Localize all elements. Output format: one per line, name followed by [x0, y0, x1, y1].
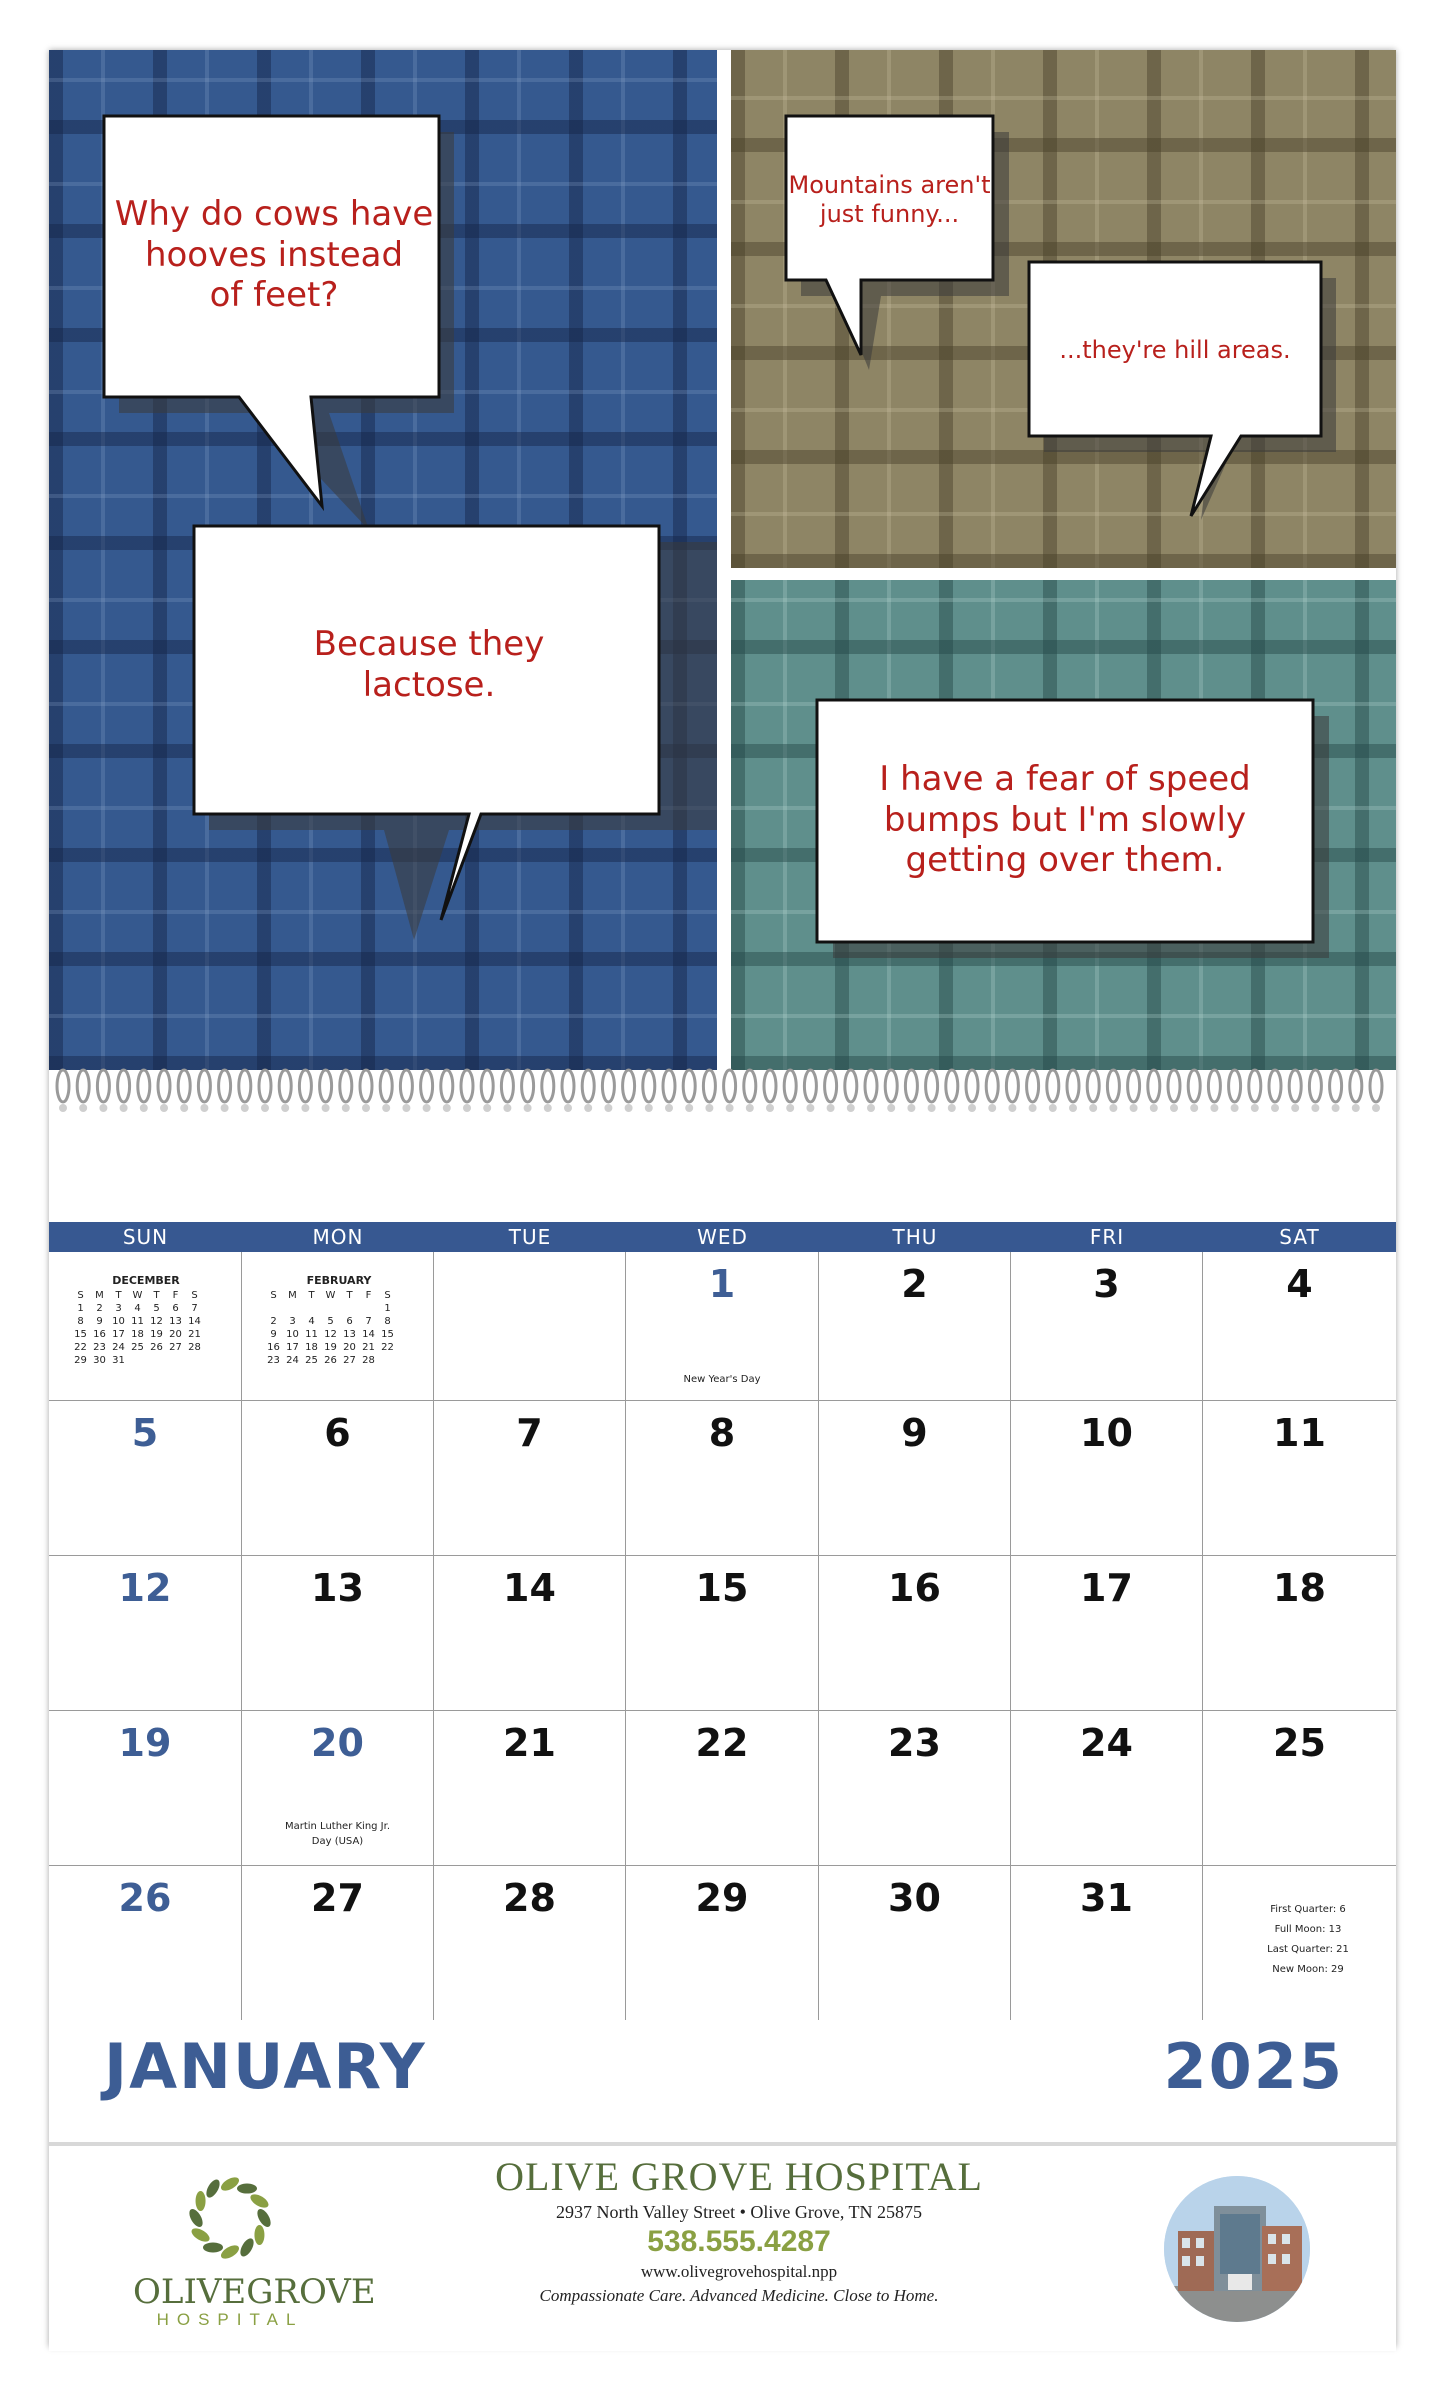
day-cell: [1203, 1556, 1396, 1710]
mini-calendar-day: S: [384, 1290, 391, 1301]
mini-calendar-day: 27: [343, 1355, 356, 1366]
weekday-wed: WED: [697, 1225, 748, 1249]
day-number: 9: [901, 1411, 928, 1455]
logo-wordmark: OLIVEGROVE: [133, 2272, 376, 2312]
mini-calendar-day: 15: [381, 1329, 394, 1340]
mini-calendar-day: M: [288, 1290, 297, 1301]
joke-answer: Because they lactose.: [313, 624, 545, 705]
mini-calendar-day: 31: [112, 1355, 125, 1366]
spiral-hole: [544, 1104, 552, 1112]
mini-calendar-day: [185, 1355, 204, 1368]
mini-calendar-day: [321, 1303, 340, 1316]
moon-full: Full Moon: 13: [1274, 1924, 1342, 1935]
mini-calendar-prev: [49, 1252, 242, 1400]
spiral-hole: [887, 1104, 895, 1112]
mini-calendar-row: [71, 1329, 221, 1342]
spiral-hole: [948, 1104, 956, 1112]
spiral-hole: [281, 1104, 289, 1112]
holiday-label: New Year's Day: [683, 1374, 761, 1385]
mini-calendar-row: [71, 1316, 221, 1329]
moon-phase-cell: [1203, 1866, 1396, 2020]
mini-calendar-day: 6: [346, 1316, 353, 1327]
day-cell: [1011, 1711, 1203, 1865]
day-number: 14: [503, 1566, 556, 1610]
mini-calendar-day: 9: [270, 1329, 277, 1340]
comic-panel-mountains: [731, 50, 1396, 568]
day-number: 11: [1273, 1411, 1326, 1455]
mini-calendar-day: [340, 1303, 359, 1316]
leaf-icon: [204, 2177, 223, 2199]
weekday-sat: SAT: [1279, 1225, 1320, 1249]
hospital-name: OLIVE GROVE HOSPITAL: [495, 2154, 983, 2199]
mini-calendar-day: F: [172, 1290, 179, 1301]
moon-phases: [1238, 1900, 1378, 1980]
joke-punchline: ...they're hill areas.: [1059, 335, 1291, 364]
day-number: 31: [1080, 1876, 1133, 1920]
mini-calendar-day: S: [77, 1290, 84, 1301]
spiral-hole: [1291, 1104, 1299, 1112]
mini-calendar-day: 25: [305, 1355, 318, 1366]
spiral-hole: [463, 1104, 471, 1112]
spiral-hole: [1150, 1104, 1158, 1112]
spiral-hole: [140, 1104, 148, 1112]
day-cell: [49, 1401, 242, 1555]
day-number: 17: [1080, 1566, 1133, 1610]
day-cell: [434, 1711, 626, 1865]
spiral-hole: [362, 1104, 370, 1112]
mini-calendar-day: 2: [270, 1316, 277, 1327]
day-cell: [242, 1866, 434, 2020]
day-number: 5: [131, 1411, 159, 1455]
weekday-sun: SUN: [122, 1225, 169, 1249]
mini-calendar-day: 30: [93, 1355, 106, 1366]
spiral-hole: [645, 1104, 653, 1112]
spiral-hole: [928, 1104, 936, 1112]
spiral-hole: [685, 1104, 693, 1112]
mini-calendar-day: 22: [381, 1342, 394, 1353]
day-cell: [49, 1711, 242, 1865]
spiral-hole: [342, 1104, 350, 1112]
spiral-hole: [604, 1104, 612, 1112]
spiral-hole: [665, 1104, 673, 1112]
spiral-hole: [483, 1104, 491, 1112]
mini-calendar-day: 21: [362, 1342, 375, 1353]
spiral-hole: [120, 1104, 128, 1112]
mini-calendar-day: S: [270, 1290, 277, 1301]
spiral-hole: [382, 1104, 390, 1112]
mini-calendar-row: [71, 1290, 221, 1303]
mini-calendar-day: 5: [153, 1303, 160, 1314]
moon-last-quarter: Last Quarter: 21: [1267, 1944, 1349, 1955]
mini-calendar-title: DECEMBER: [112, 1274, 180, 1287]
mini-calendar-day: 24: [286, 1355, 299, 1366]
mini-calendar-day: 10: [112, 1316, 125, 1327]
day-cell: [1203, 1252, 1396, 1400]
mini-calendar-day: 16: [267, 1342, 280, 1353]
mini-calendar-day: 3: [115, 1303, 122, 1314]
spiral-hole: [766, 1104, 774, 1112]
moon-new: New Moon: 29: [1272, 1964, 1344, 1975]
leaf-icon: [189, 2226, 211, 2245]
spiral-hole: [160, 1104, 168, 1112]
mini-calendar-day: 12: [324, 1329, 337, 1340]
day-number: 23: [888, 1721, 941, 1765]
day-cell: [242, 1711, 434, 1865]
spiral-hole: [1271, 1104, 1279, 1112]
joke-speed-bumps: I have a fear of speed bumps but I'm slowly getting over them.: [879, 758, 1251, 881]
speech-bubbles: [731, 50, 1396, 568]
mini-calendar-next: [242, 1252, 434, 1400]
mini-calendar-day: 8: [77, 1316, 84, 1327]
leaf-icon: [203, 2242, 223, 2252]
spiral-hole: [423, 1104, 431, 1112]
spiral-hole: [847, 1104, 855, 1112]
spiral-hole: [241, 1104, 249, 1112]
mini-calendar-day: 22: [74, 1342, 87, 1353]
mini-calendar-day: 11: [131, 1316, 144, 1327]
spiral-hole: [59, 1104, 67, 1112]
spiral-hole: [867, 1104, 875, 1112]
leaf-wreath-icon: [133, 2168, 327, 2268]
spiral-hole: [443, 1104, 451, 1112]
day-number: 16: [888, 1566, 941, 1610]
mini-calendar-row: [264, 1355, 414, 1368]
day-cell: [434, 1556, 626, 1710]
spiral-hole: [1069, 1104, 1077, 1112]
mini-calendar-day: 28: [362, 1355, 375, 1366]
day-number: 28: [503, 1876, 556, 1920]
spiral-hole: [1089, 1104, 1097, 1112]
mini-calendar-day: T: [153, 1290, 160, 1301]
mini-calendar-day: 18: [305, 1342, 318, 1353]
hospital-info: [479, 2154, 999, 2308]
day-cell: [626, 1711, 819, 1865]
mini-calendar-day: [166, 1355, 185, 1368]
mini-calendar-day: T: [346, 1290, 353, 1301]
day-cell: [1011, 1252, 1203, 1400]
day-number: 10: [1080, 1411, 1133, 1455]
mini-calendar-day: 26: [324, 1355, 337, 1366]
spiral-hole: [806, 1104, 814, 1112]
spiral-hole: [503, 1104, 511, 1112]
day-cell: [1011, 1556, 1203, 1710]
weekday-mon: MON: [312, 1225, 364, 1249]
mini-calendar-day: 25: [131, 1342, 144, 1353]
mini-calendar-day: 18: [131, 1329, 144, 1340]
mini-calendar-day: 20: [169, 1329, 182, 1340]
year-title: 2025: [1163, 2030, 1344, 2103]
hospital-phone[interactable]: 538.555.4287: [647, 2225, 831, 2258]
day-number: 18: [1273, 1566, 1326, 1610]
date-grid: [49, 1252, 1396, 2020]
day-cell: [626, 1401, 819, 1555]
day-number: 26: [118, 1876, 172, 1920]
mini-calendar-day: 2: [96, 1303, 103, 1314]
weekday-header: [49, 1222, 1396, 1252]
spiral-hole: [1130, 1104, 1138, 1112]
spiral-hole: [705, 1104, 713, 1112]
leaf-icon: [254, 2225, 264, 2245]
hospital-building-photo: [1164, 2176, 1310, 2322]
joke-question: Why do cows have hooves instead of feet?: [114, 193, 434, 316]
mini-calendar-day: 4: [134, 1303, 141, 1314]
holiday-label: Martin Luther King Jr. Day (USA): [284, 1821, 391, 1847]
mini-calendar-december: [71, 1274, 221, 1368]
mini-calendar-day: 16: [93, 1329, 106, 1340]
mini-calendar-day: 17: [286, 1342, 299, 1353]
mini-calendar-row: [264, 1342, 414, 1355]
day-cell: [819, 1252, 1011, 1400]
spiral-hole: [1231, 1104, 1239, 1112]
mini-calendar-day: 12: [150, 1316, 163, 1327]
mini-calendar-row: [71, 1355, 221, 1368]
day-number: 15: [695, 1566, 749, 1610]
hospital-website[interactable]: www.olivegrovehospital.npp: [640, 2262, 838, 2281]
day-number: 21: [503, 1721, 556, 1765]
comic-panel-speed-bumps: [731, 580, 1396, 1070]
day-number: 30: [888, 1876, 941, 1920]
leaf-icon: [219, 2243, 241, 2262]
spiral-hole: [1170, 1104, 1178, 1112]
mini-calendar-day: 1: [384, 1303, 391, 1314]
hospital-tagline: Compassionate Care. Advanced Medicine. Close to Home.: [539, 2286, 939, 2305]
spiral-hole: [726, 1104, 734, 1112]
mini-calendar-day: W: [132, 1290, 143, 1301]
mini-calendar-day: 4: [308, 1316, 315, 1327]
mini-calendar-row: [71, 1342, 221, 1355]
mini-calendar-day: 27: [169, 1342, 182, 1353]
mini-calendar-day: W: [325, 1290, 336, 1301]
spiral-hole: [524, 1104, 532, 1112]
day-number: 8: [708, 1411, 736, 1455]
mini-calendar-title: FEBRUARY: [306, 1274, 372, 1287]
mini-calendar-day: 24: [112, 1342, 125, 1353]
mini-calendar-day: 23: [93, 1342, 106, 1353]
advertiser-footer: [49, 2142, 1396, 2351]
day-number: 13: [311, 1566, 364, 1610]
mini-calendar-day: [283, 1303, 302, 1316]
spiral-hole: [827, 1104, 835, 1112]
day-cell: [819, 1711, 1011, 1865]
day-number: 2: [901, 1262, 928, 1306]
day-cell: [1203, 1401, 1396, 1555]
spiral-hole: [1332, 1104, 1340, 1112]
mini-calendar-day: 5: [327, 1316, 334, 1327]
mini-calendar-day: T: [115, 1290, 122, 1301]
mini-calendar-row: [264, 1290, 414, 1303]
spiral-hole: [79, 1104, 87, 1112]
spiral-hole: [1008, 1104, 1016, 1112]
day-number: 27: [311, 1876, 364, 1920]
day-cell: [1011, 1866, 1203, 2020]
spiral-hole: [1210, 1104, 1218, 1112]
day-cell: [1203, 1711, 1396, 1865]
spiral-binding: [49, 1058, 1396, 1128]
spiral-hole: [99, 1104, 107, 1112]
week-row: [49, 1252, 1396, 1401]
mini-calendar-day: [264, 1303, 283, 1316]
calendar-grid: [49, 1222, 1396, 2020]
mini-calendar-day: [359, 1303, 378, 1316]
leaf-icon: [219, 2175, 241, 2194]
logo-subtitle: HOSPITAL: [156, 2310, 304, 2329]
comic-panel-cows: [49, 50, 717, 1070]
day-cell: [434, 1401, 626, 1555]
mini-calendar-day: 21: [188, 1329, 201, 1340]
day-cell: [819, 1401, 1011, 1555]
spiral-hole: [625, 1104, 633, 1112]
mini-calendar-day: 11: [305, 1329, 318, 1340]
day-number: 19: [118, 1721, 172, 1765]
hospital-address: 2937 North Valley Street • Olive Grove, TN 25875: [555, 2202, 923, 2222]
day-number: 20: [311, 1721, 364, 1765]
leaf-icon: [255, 2207, 274, 2229]
spiral-hole: [564, 1104, 572, 1112]
spiral-hole: [1109, 1104, 1117, 1112]
building-image: [1164, 2176, 1310, 2322]
day-number: 24: [1080, 1721, 1133, 1765]
mini-calendar-day: S: [191, 1290, 198, 1301]
spiral-hole: [746, 1104, 754, 1112]
mini-calendar-day: [302, 1303, 321, 1316]
spiral-hole: [968, 1104, 976, 1112]
day-cell: [1011, 1401, 1203, 1555]
spiral-hole: [402, 1104, 410, 1112]
leaf-icon: [196, 2191, 206, 2211]
mini-calendar-day: 23: [267, 1355, 280, 1366]
day-cell: [434, 1866, 626, 2020]
spiral-hole: [1251, 1104, 1259, 1112]
day-cell: [819, 1866, 1011, 2020]
hospital-logo: [133, 2168, 376, 2338]
mini-calendar-day: 3: [289, 1316, 296, 1327]
mini-calendar-day: 26: [150, 1342, 163, 1353]
mini-calendar-row: [264, 1316, 414, 1329]
spiral-hole: [907, 1104, 915, 1112]
day-cell-empty: [434, 1252, 626, 1400]
mini-calendar-day: [128, 1355, 147, 1368]
mini-calendar-day: 19: [150, 1329, 163, 1340]
spiral-hole: [1352, 1104, 1360, 1112]
spiral-hole: [584, 1104, 592, 1112]
day-number: 22: [695, 1721, 749, 1765]
day-number: 7: [516, 1411, 543, 1455]
week-row: [49, 1711, 1396, 1866]
spiral-hole: [180, 1104, 188, 1112]
mini-calendar-day: 13: [169, 1316, 182, 1327]
week-row: [49, 1401, 1396, 1556]
day-cell: [626, 1252, 819, 1400]
mini-calendar-day: 28: [188, 1342, 201, 1353]
day-number: 25: [1273, 1721, 1326, 1765]
mini-calendar-day: 8: [384, 1316, 391, 1327]
mini-calendar-day: 19: [324, 1342, 337, 1353]
calendar-page: [49, 50, 1396, 2347]
mini-calendar-day: 20: [343, 1342, 356, 1353]
day-cell: [242, 1401, 434, 1555]
mini-calendar-day: 1: [77, 1303, 84, 1314]
mini-calendar-row: [264, 1303, 414, 1316]
mini-calendar-day: 29: [74, 1355, 87, 1366]
day-cell: [242, 1556, 434, 1710]
day-cell: [49, 1556, 242, 1710]
mini-calendar-day: [378, 1355, 397, 1368]
day-number: 29: [695, 1876, 749, 1920]
leaf-icon: [187, 2207, 206, 2229]
moon-first-quarter: First Quarter: 6: [1270, 1904, 1346, 1915]
mini-calendar-day: 6: [172, 1303, 179, 1314]
week-row: [49, 1866, 1396, 2020]
spiral-hole: [301, 1104, 309, 1112]
spiral-hole: [988, 1104, 996, 1112]
day-number: 6: [324, 1411, 351, 1455]
mini-calendar-day: 17: [112, 1329, 125, 1340]
mini-calendar-day: M: [95, 1290, 104, 1301]
mini-calendar-day: 14: [362, 1329, 375, 1340]
spiral-hole: [786, 1104, 794, 1112]
spiral-hole: [1372, 1104, 1380, 1112]
mini-calendar-day: 15: [74, 1329, 87, 1340]
day-cell: [49, 1866, 242, 2020]
mini-calendar-day: 13: [343, 1329, 356, 1340]
weekday-tue: TUE: [508, 1225, 552, 1249]
mini-calendar-row: [264, 1329, 414, 1342]
mini-calendar-day: 7: [191, 1303, 198, 1314]
mini-calendar-day: F: [365, 1290, 372, 1301]
mini-calendar-february: [264, 1274, 414, 1368]
mini-calendar-row: [71, 1303, 221, 1316]
leaf-icon: [237, 2184, 257, 2194]
leaf-icon: [248, 2192, 270, 2211]
day-cell: [626, 1866, 819, 2020]
mini-calendar-day: 10: [286, 1329, 299, 1340]
day-cell: [626, 1556, 819, 1710]
day-number: 1: [708, 1262, 736, 1306]
weekday-thu: THU: [892, 1225, 938, 1249]
weekday-fri: FRI: [1089, 1225, 1125, 1249]
spiral-hole: [322, 1104, 330, 1112]
week-row: [49, 1556, 1396, 1711]
month-title: JANUARY: [104, 2030, 427, 2103]
mini-calendar-day: 7: [365, 1316, 372, 1327]
mini-calendar-day: 14: [188, 1316, 201, 1327]
day-number: 4: [1286, 1262, 1313, 1306]
mini-calendar-day: T: [308, 1290, 315, 1301]
spiral-hole: [200, 1104, 208, 1112]
spiral-hole: [221, 1104, 229, 1112]
spiral-hole: [1190, 1104, 1198, 1112]
mini-calendar-day: [147, 1355, 166, 1368]
joke-setup: Mountains aren't just funny...: [788, 171, 991, 228]
leaf-icon: [238, 2236, 257, 2258]
spiral-hole: [1029, 1104, 1037, 1112]
day-number: 12: [118, 1566, 172, 1610]
spiral-hole: [1311, 1104, 1319, 1112]
day-cell: [819, 1556, 1011, 1710]
day-number: 3: [1093, 1262, 1120, 1306]
spiral-hole: [1049, 1104, 1057, 1112]
spiral-hole: [261, 1104, 269, 1112]
mini-calendar-day: 9: [96, 1316, 103, 1327]
